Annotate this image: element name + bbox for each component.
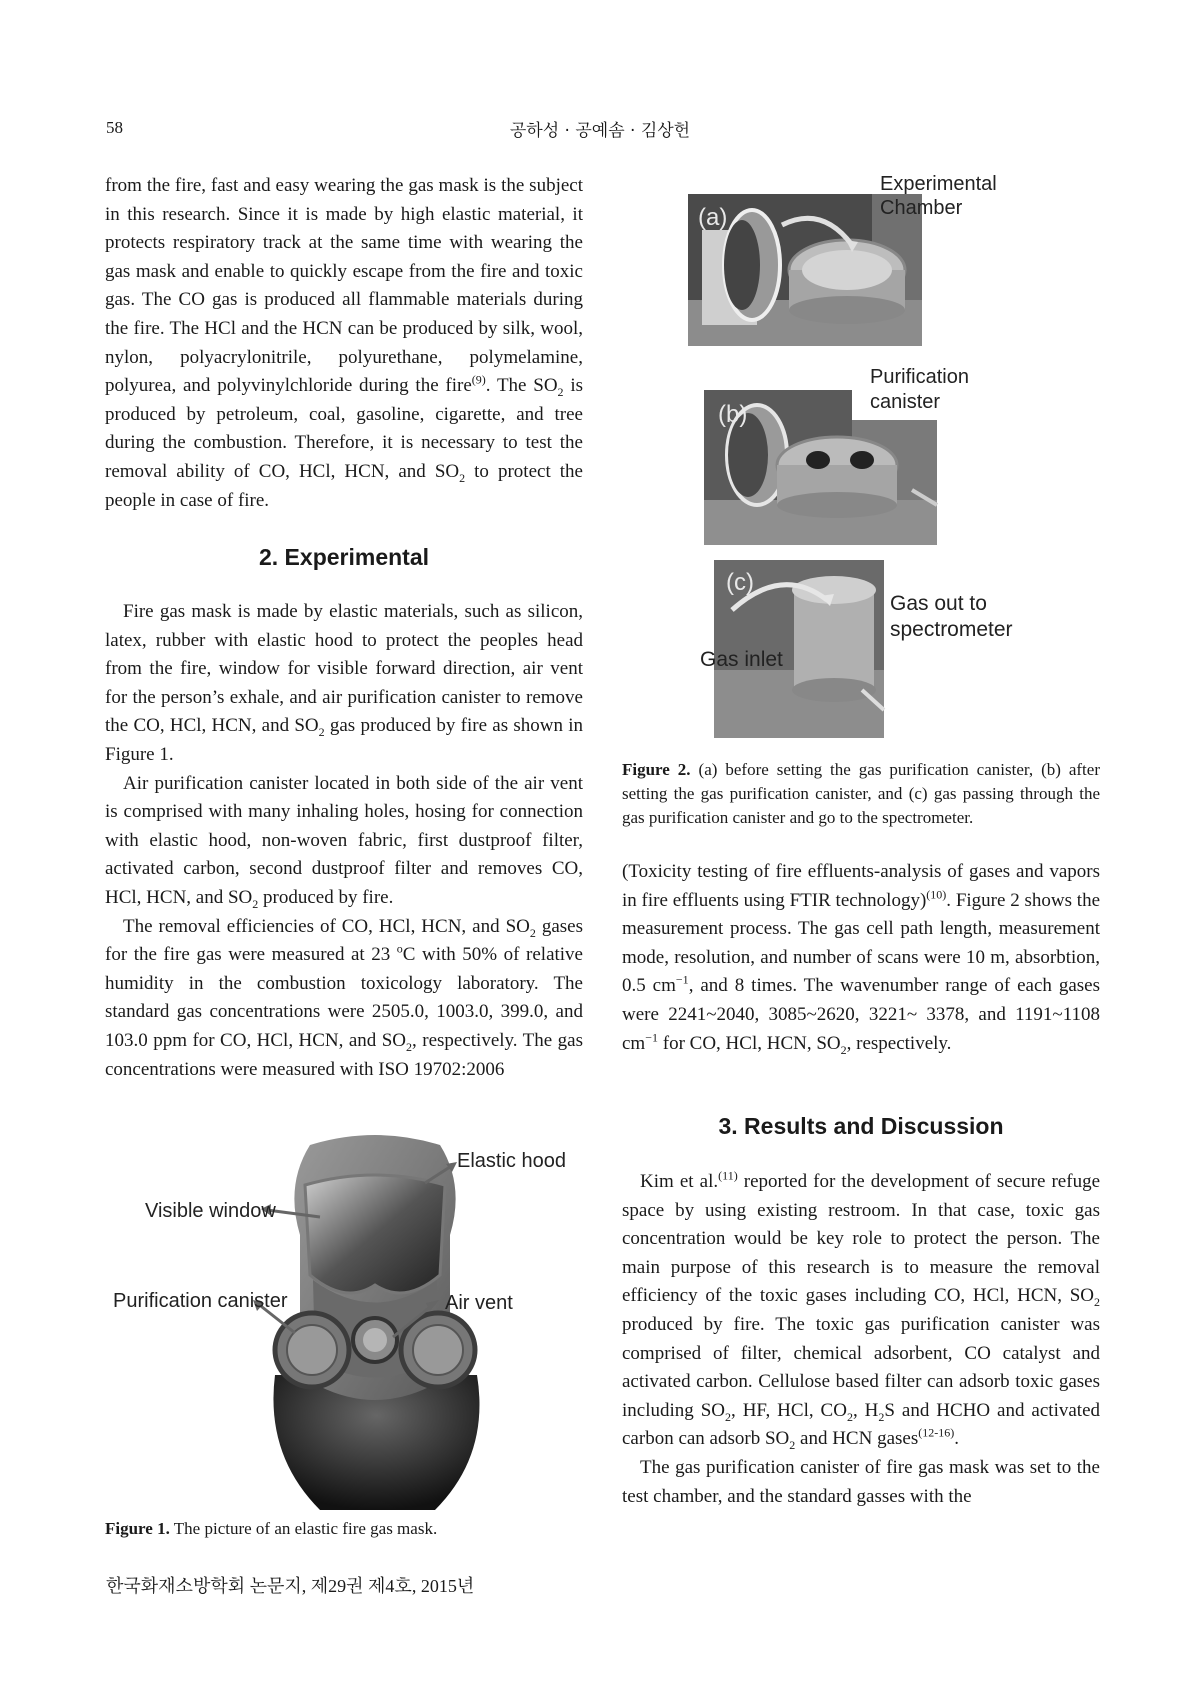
section-heading-results: 3. Results and Discussion	[718, 1113, 1004, 1139]
panel-b-letter: (b)	[718, 401, 748, 428]
figure2-experimental-setup	[622, 170, 1100, 745]
page-number: 58	[106, 118, 123, 137]
figure2-caption: Figure 2. (a) before setting the gas purification canister, (b) after setting the gas purification canister, and (c) gas passing through the gas purification canister and go to the spectrometer.	[622, 760, 1100, 827]
visible-window	[305, 1175, 445, 1293]
figure1-gas-mask	[105, 1125, 595, 1510]
journal-footer: 한국화재소방학회 논문지, 제29권 제4호, 2015년	[106, 1576, 475, 1596]
label-gas-out-line2: spectrometer	[890, 618, 1013, 641]
label-gas-out-line1: Gas out to	[890, 592, 987, 615]
figure1-caption: Figure 1. The picture of an elastic fire gas mask.	[105, 1519, 438, 1538]
label-experimental-chamber-line2: Chamber	[880, 197, 963, 219]
paragraph: (Toxicity testing of fire effluents-analysis of gases and vapors in fire effluents using FTIR technology)$^{(10)}$. Figure 2 shows the measurement process. The gas cell path length, measurement mode, resolution, and number of scans were 10 m, absorbtion, 0.5 $cm^{-1}$, and 8 times. The wavenumber range of each gases were 2241~2040, 3085~2620, 3221~ 3378, and 1191~1108 $cm^{-1}$ for CO, HCl, HCN, $SO_2$, respectively.	[622, 861, 1101, 1057]
paragraph: The removal efficiencies of CO, HCl, HCN, and $SO_2$ gases for the fire gas were measured at 23 $^o$C with 50% of relative humidity in the combustion toxicology laboratory. The standard gas concentrations were 2505.0, 1003.0, 399.0, and 103.0 ppm for CO, HCl, HCN, and $SO_2$, respectively. The gas concentrations were measured with ISO 19702:2006	[105, 915, 583, 1080]
paragraph: from the fire, fast and easy wearing the gas mask is the subject in this research. Since it is made by high elastic material, it protects respiratory track at the same time with wearing the gas mask and enable to quickly escape from the fire and toxic gas. The CO gas is produced all flammable materials during the fire. The HCl and the HCN can be produced by silk, wool, nylon, polyacrylonitrile, polyurethane, polymelamine, polyurea, and polyvinylchloride during the fire$^{(9)}$. The $SO_2$ is produced by petroleum, coal, gasoline, cigarette, and tree during the combustion. Therefore, it is necessary to test the removal ability of CO, HCl, HCN, and $SO_2$ to protect the people in case of fire.	[105, 175, 583, 511]
left-column-top	[105, 172, 583, 515]
label-purification-canister: Purification canister	[113, 1290, 288, 1312]
paragraph: Air purification canister located in both side of the air vent is comprised with many inhaling holes, hosing for connection with elastic hood, non-woven fabric, first dustproof filter, activated carbon, second dustproof filter and removes CO, HCl, HCN, and $SO_2$ produced by fire.	[105, 772, 583, 911]
right-column-text	[622, 858, 1100, 1058]
label-air-vent: Air vent	[445, 1292, 513, 1314]
paragraph: Fire gas mask is made by elastic materials, such as silicon, latex, rubber with elastic hood to protect the peoples head from the fire, window for visible forward direction, air vent for the person’s exhale, and air purification canister to remove the CO, HCl, HCN, and $SO_2$ gas produced by fire as shown in Figure 1.	[105, 601, 583, 765]
label-gas-inlet: Gas inlet	[700, 648, 783, 671]
running-header-authors: 공하성 · 공예솜 · 김상헌	[509, 121, 691, 141]
paragraph: Kim et al.$^{(11)}$ reported for the development of secure refuge space by using existing restroom. In that case, toxic gas concentration would be key role to protect the person. The main purpose of this research is to measure the removal efficiency of the toxic gases including CO, HCl, HCN, $SO_2$ produced by fire. The toxic gas purification canister was comprised of filter, chemical adsorbent, CO catalyst and activated carbon. Cellulose based filter can adsorb toxic gases including $SO_2$, HF, HCl, $CO_2$, $H_2S$ and HCHO and activated carbon can adsorb $SO_2$ and HCN gases$^{(12-16)}$.	[622, 1168, 1101, 1453]
label-purification-canister-line1: Purification	[870, 366, 969, 388]
label-visible-window: Visible window	[145, 1200, 276, 1222]
right-column-results	[622, 1168, 1100, 1511]
panel-c-letter: (c)	[726, 569, 754, 596]
paragraph: The gas purification canister of fire gas mask was set to the test chamber, and the standard gasses with the	[622, 1456, 1100, 1507]
panel-a-letter: (a)	[698, 204, 728, 231]
panel-b-photo	[704, 390, 937, 545]
label-experimental-chamber-line1: Experimental	[880, 173, 997, 195]
section-heading-experimental: 2. Experimental	[258, 544, 430, 570]
label-purification-canister-line2: canister	[870, 391, 941, 413]
label-elastic-hood: Elastic hood	[457, 1150, 566, 1172]
left-column-experimental	[105, 598, 583, 1084]
